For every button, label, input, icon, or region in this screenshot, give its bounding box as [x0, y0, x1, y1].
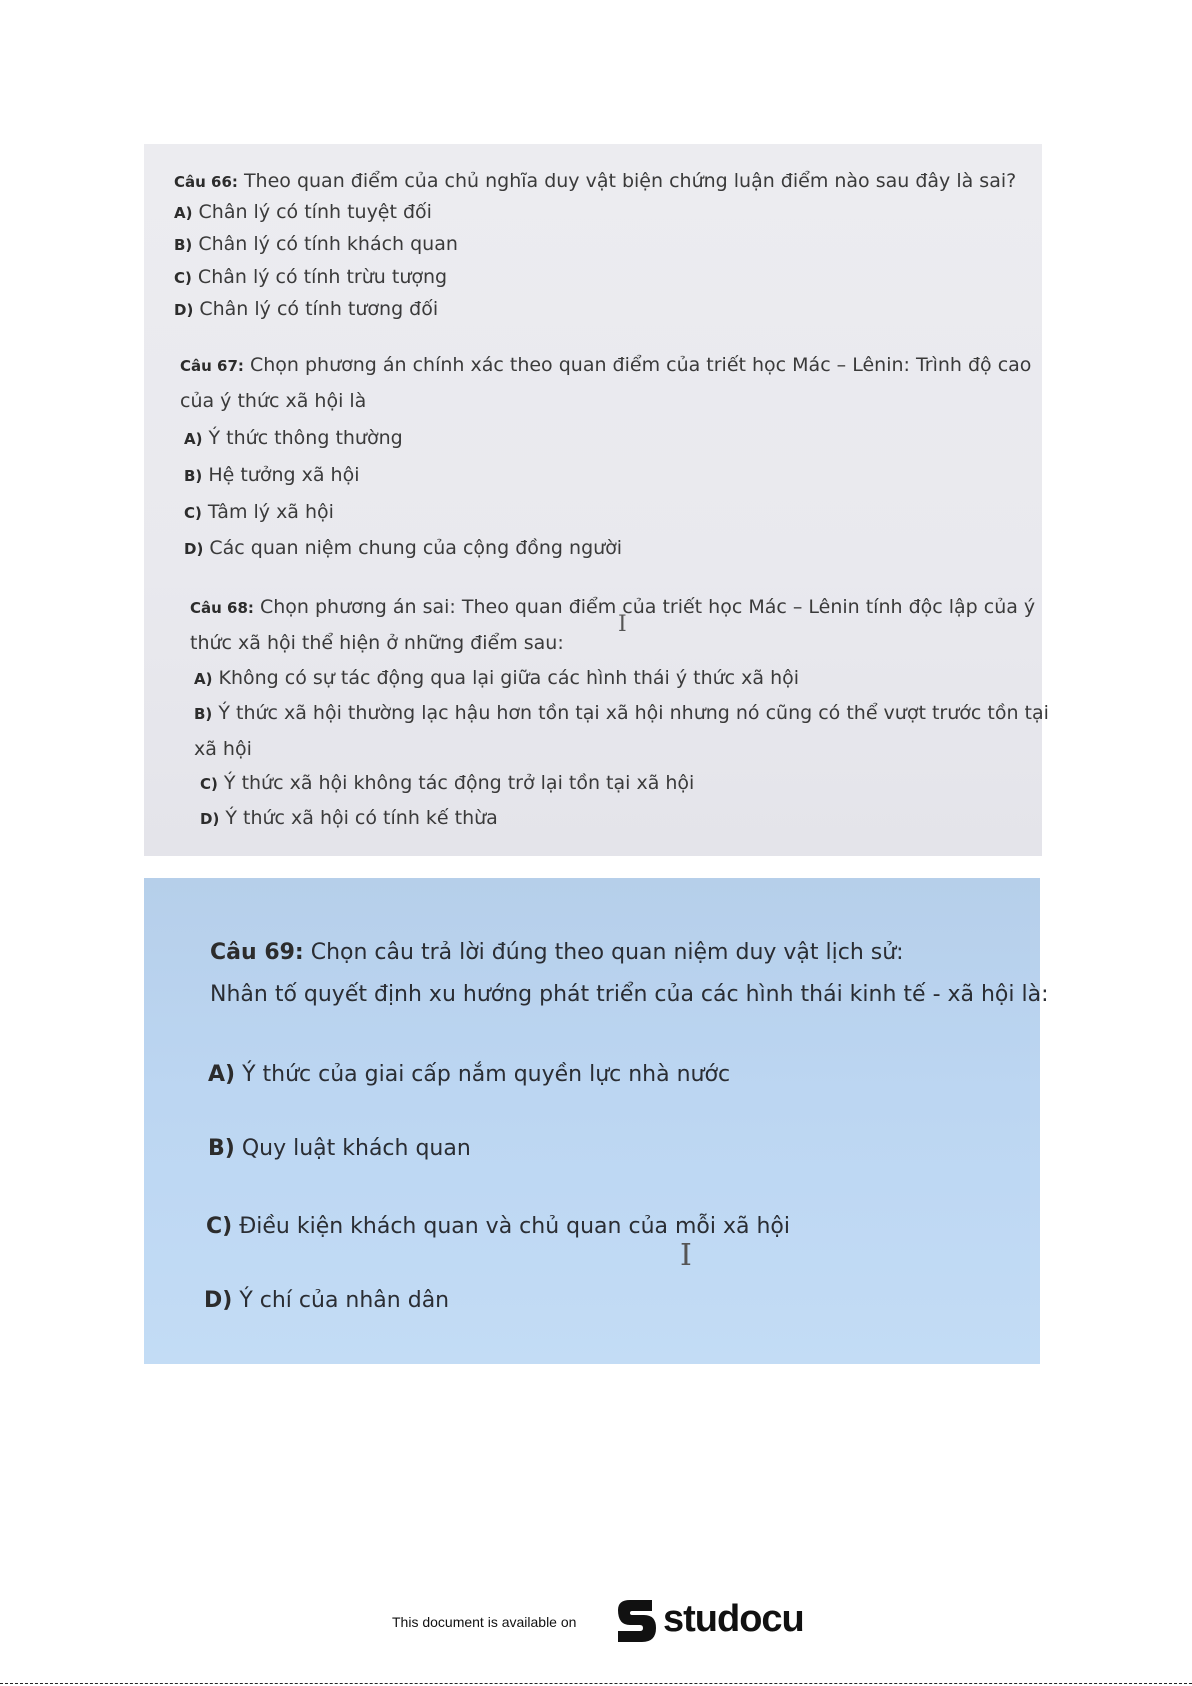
option-key: C) [206, 1214, 233, 1239]
q67-option-d [184, 537, 622, 559]
question-68-label: Câu 68: [190, 599, 254, 617]
question-69-cont: Nhân tố quyết định xu hướng phát triển của các hình thái kinh tế - xã hội là: [210, 982, 1049, 1007]
option-text: Ý chí của nhân dân [239, 1288, 450, 1313]
option-text: Tâm lý xã hội [207, 501, 334, 523]
q66-option-b [174, 233, 458, 255]
question-68 [190, 596, 1035, 618]
studocu-footer [0, 1596, 1192, 1656]
option-key: A) [174, 204, 193, 222]
option-key: D) [174, 301, 194, 319]
question-66-label: Câu 66: [174, 173, 238, 191]
option-key: B) [194, 705, 213, 723]
question-67-text: Chọn phương án chính xác theo quan điểm của triết học Mác – Lênin: Trình độ cao [249, 354, 1032, 376]
option-text: Chân lý có tính trừu tượng [197, 266, 448, 288]
studocu-logo-icon [610, 1596, 660, 1646]
question-67 [180, 354, 1031, 376]
question-68-text: Chọn phương án sai: Theo quan điểm của triết học Mác – Lênin tính độc lập của ý [259, 596, 1036, 618]
photo-question-69 [144, 878, 1049, 1364]
q66-option-d [174, 298, 438, 320]
option-key: D) [204, 1288, 233, 1313]
option-text: Các quan niệm chung của cộng đồng người [209, 537, 623, 559]
q68-option-c [200, 772, 694, 794]
option-text: Chân lý có tính tuyệt đối [198, 201, 432, 223]
q67-option-a [184, 427, 403, 449]
option-key: B) [184, 467, 203, 485]
option-key: A) [194, 670, 213, 688]
availability-text: This document is available on [392, 1614, 577, 1630]
option-key: C) [174, 269, 192, 287]
q66-option-c [174, 266, 447, 288]
q69-option-d [204, 1288, 449, 1313]
option-key: A) [208, 1062, 236, 1087]
text-cursor-icon: I [618, 612, 627, 637]
q69-option-b [208, 1136, 471, 1161]
q68-option-a [194, 667, 799, 689]
option-key: C) [200, 775, 218, 793]
q66-option-a [174, 201, 432, 223]
option-key: D) [200, 810, 220, 828]
option-text: Ý thức thông thường [208, 427, 403, 449]
question-66 [174, 170, 1016, 192]
option-text: Ý thức xã hội có tính kế thừa [225, 807, 498, 829]
option-text: Không có sự tác động qua lại giữa các hình thái ý thức xã hội [218, 667, 800, 689]
option-key: C) [184, 504, 202, 522]
question-67-cont: của ý thức xã hội là [180, 390, 367, 412]
option-text: Chân lý có tính tương đối [199, 298, 439, 320]
option-key: A) [184, 430, 203, 448]
q69-option-a [208, 1062, 730, 1087]
question-69-text: Chọn câu trả lời đúng theo quan niệm duy vật lịch sử: [310, 940, 904, 965]
q67-option-b [184, 464, 360, 486]
option-key: B) [174, 236, 193, 254]
question-68-cont: thức xã hội thể hiện ở những điểm sau: [190, 632, 564, 654]
studocu-brand[interactable]: studocu [663, 1598, 804, 1640]
option-text: Quy luật khách quan [241, 1136, 471, 1161]
question-69 [210, 940, 904, 965]
option-text: Ý thức xã hội thường lạc hậu hơn tồn tại xã hội nhưng nó cũng có thể vượt trước tồn tại [218, 702, 1049, 724]
option-key: B) [208, 1136, 235, 1161]
option-text: Hệ tưởng xã hội [208, 464, 360, 486]
text-cursor-icon: I [680, 1238, 692, 1273]
question-66-text: Theo quan điểm của chủ nghĩa duy vật biện chứng luận điểm nào sau đây là sai? [243, 170, 1017, 192]
q68-option-d [200, 807, 498, 829]
q67-option-c [184, 501, 334, 523]
option-key: D) [184, 540, 204, 558]
option-text: Chân lý có tính khách quan [198, 233, 458, 255]
option-text: Ý thức của giai cấp nắm quyền lực nhà nước [242, 1062, 731, 1087]
q68-option-b [194, 702, 1049, 724]
question-67-label: Câu 67: [180, 357, 244, 375]
photo-questions-66-68 [144, 144, 1049, 856]
question-69-label: Câu 69: [210, 940, 304, 965]
q69-option-c [206, 1214, 790, 1239]
q68-option-b-cont: xã hội [194, 738, 252, 760]
option-text: Ý thức xã hội không tác động trở lại tồn tại xã hội [223, 772, 695, 794]
option-text: Điều kiện khách quan và chủ quan của mỗi xã hội [239, 1214, 790, 1239]
